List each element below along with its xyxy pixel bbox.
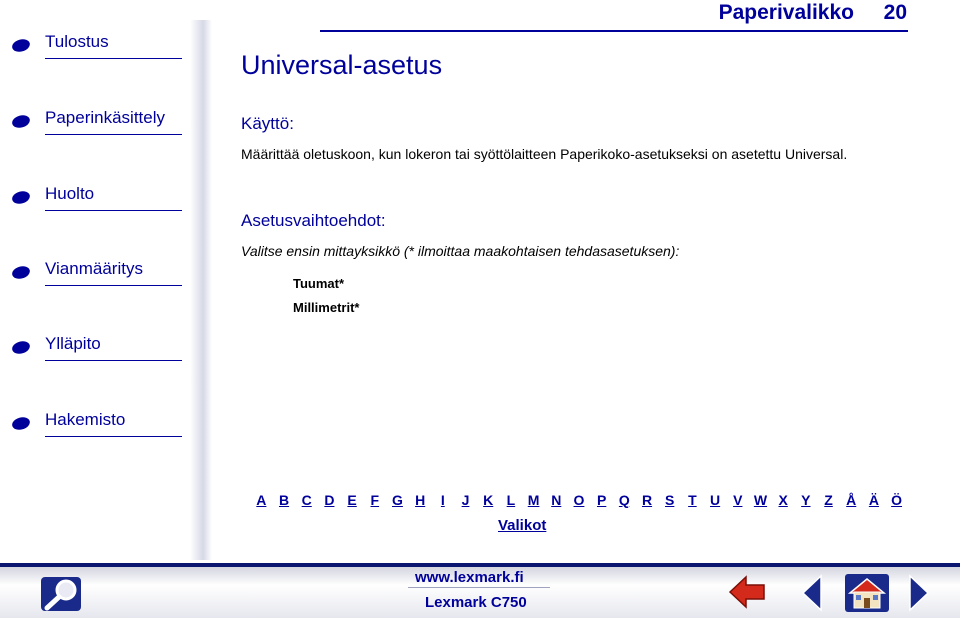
options-intro: Valitse ensin mittayksikkö (* ilmoittaa maakohtaisen tehdasasetuksen):: [241, 243, 680, 259]
oval-bullet-icon: [10, 340, 32, 355]
alphabet-letter-link[interactable]: B: [278, 492, 290, 508]
previous-page-icon[interactable]: [801, 574, 823, 612]
oval-bullet-icon: [10, 190, 32, 205]
alphabet-letter-link[interactable]: J: [461, 492, 470, 508]
alphabet-letter-link[interactable]: W: [753, 492, 768, 508]
alphabet-letter-link[interactable]: K: [483, 492, 494, 508]
page-number: 20: [883, 1, 907, 24]
alphabet-letter-link[interactable]: P: [596, 492, 607, 508]
sidebar-item-label: Vianmääritys: [45, 259, 143, 278]
usage-heading: Käyttö:: [241, 114, 294, 133]
alphabet-letter-link[interactable]: X: [778, 492, 788, 508]
sidebar-divider: [45, 436, 182, 437]
alphabet-letter-link[interactable]: Z: [824, 492, 833, 508]
alphabet-letter-link[interactable]: V: [733, 492, 743, 508]
alphabet-letter-link[interactable]: E: [347, 492, 357, 508]
alphabet-letter-link[interactable]: R: [641, 492, 653, 508]
alphabet-letter-link[interactable]: I: [440, 492, 445, 508]
alphabet-letter-link[interactable]: T: [688, 492, 697, 508]
header-divider: [320, 30, 908, 32]
sidebar-divider: [45, 285, 182, 286]
sidebar-item-hakemisto[interactable]: [10, 406, 182, 440]
sidebar-divider: [45, 210, 182, 211]
alphabet-letter-link[interactable]: S: [665, 492, 675, 508]
toolbar-stripe: [0, 563, 960, 567]
options-heading: Asetusvaihtoehdot:: [241, 211, 386, 230]
alphabet-letter-link[interactable]: M: [527, 492, 540, 508]
usage-description: Määrittää oletuskoon, kun lokeron tai syöttölaitteen Paperikoko-asetukseksi on asetettu Universal.: [241, 146, 848, 162]
alphabet-letter-link[interactable]: F: [370, 492, 380, 508]
sidebar-item-label: Paperinkäsittely: [45, 108, 166, 127]
back-arrow-icon[interactable]: [728, 574, 766, 610]
sidebar-divider: [45, 134, 182, 135]
sidebar-nav: [0, 0, 210, 560]
section-title: Paperivalikko: [718, 1, 854, 24]
sidebar-shadow: [190, 20, 212, 560]
sidebar-divider: [45, 360, 182, 361]
alphabet-letter-link[interactable]: N: [551, 492, 562, 508]
alphabet-letter-link[interactable]: A: [256, 492, 267, 508]
page-title: Universal-asetus: [241, 50, 443, 80]
sidebar-item-tulostus[interactable]: [10, 28, 182, 62]
alphabet-letter-link[interactable]: L: [506, 492, 516, 508]
oval-bullet-icon: [10, 265, 32, 280]
footer-divider: [408, 587, 550, 588]
sidebar-item-vianmaaritys[interactable]: [10, 255, 182, 289]
sidebar-item-huolto[interactable]: [10, 180, 182, 214]
menus-link[interactable]: Valikot: [498, 517, 547, 534]
oval-bullet-icon: [10, 416, 32, 431]
next-page-icon[interactable]: [908, 574, 930, 612]
home-icon[interactable]: [844, 573, 890, 613]
sidebar-item-paperinkasittely[interactable]: [10, 104, 182, 138]
alphabet-letter-link[interactable]: D: [324, 492, 335, 508]
alphabet-letter-link[interactable]: Ä: [868, 492, 879, 508]
sidebar-divider: [45, 58, 182, 59]
alphabet-letter-link[interactable]: G: [392, 492, 403, 508]
option-item: Tuumat*: [293, 276, 345, 291]
sidebar-item-label: Hakemisto: [45, 410, 126, 429]
alphabet-letter-link[interactable]: H: [415, 492, 426, 508]
sidebar-item-label: Ylläpito: [45, 334, 101, 353]
option-item: Millimetrit*: [293, 300, 360, 315]
website-link[interactable]: www.lexmark.fi: [415, 569, 524, 586]
product-model: Lexmark C750: [425, 594, 527, 611]
alphabet-letter-link[interactable]: Q: [618, 492, 630, 508]
sidebar-item-yllapito[interactable]: [10, 330, 182, 364]
magnifier-search-icon[interactable]: [40, 575, 86, 613]
alphabet-letter-link[interactable]: U: [710, 492, 721, 508]
alphabet-letter-link[interactable]: C: [301, 492, 312, 508]
sidebar-item-label: Tulostus: [45, 32, 109, 51]
oval-bullet-icon: [10, 38, 32, 53]
alphabet-letter-link[interactable]: Å: [846, 492, 857, 508]
alphabet-letter-link[interactable]: Ö: [891, 492, 903, 508]
alphabet-letter-link[interactable]: Y: [801, 492, 811, 508]
oval-bullet-icon: [10, 114, 32, 129]
sidebar-item-label: Huolto: [45, 184, 95, 203]
alphabet-index: [250, 492, 908, 508]
alphabet-letter-link[interactable]: O: [573, 492, 585, 508]
